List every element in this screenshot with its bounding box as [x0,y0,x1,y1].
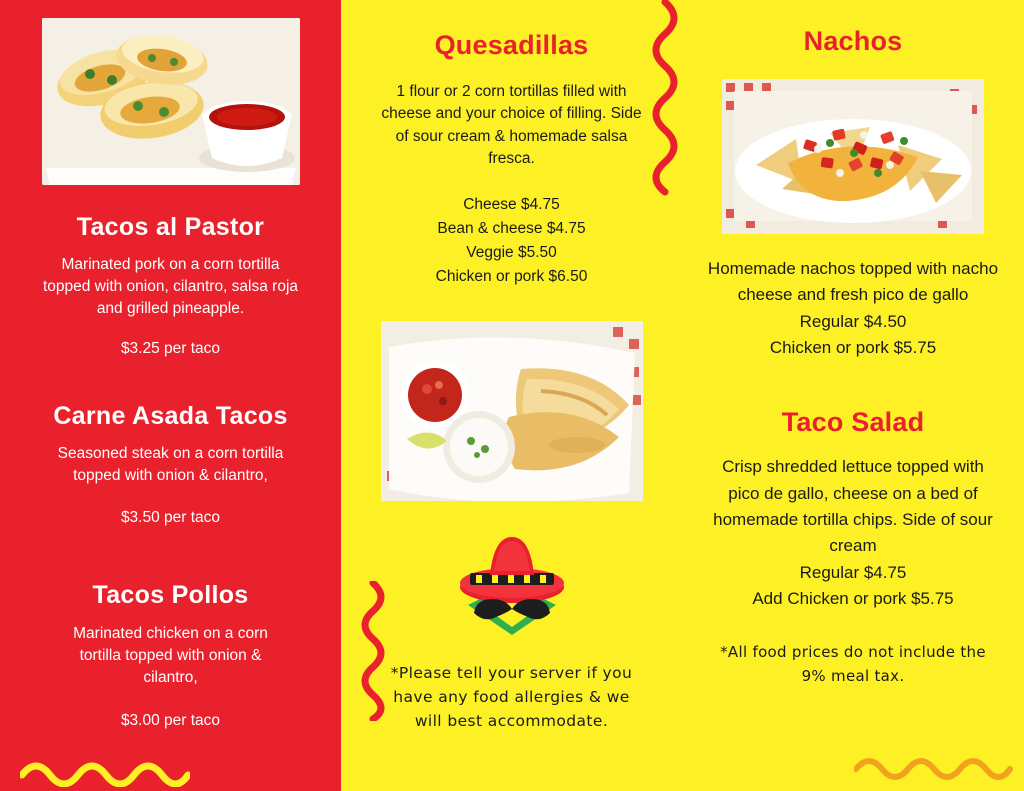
dish-price: $3.25 per taco [120,340,221,357]
quesadillas-column [341,0,682,791]
section-heading-quesadillas: Quesadillas [434,30,589,60]
dish-description: Marinated pork on a corn tortilla topped with onion, cilantro, salsa roja and grilled pineapple. [42,256,299,317]
squiggle-decoration [20,753,190,787]
sombrero-icon-art [452,531,572,643]
section-heading-nachos: Nachos [803,26,903,56]
dish-price: $3.50 per taco [120,509,221,526]
sombrero-mustache-icon [452,531,572,643]
tacos-photo-art [42,18,300,185]
quesadillas-description: 1 flour or 2 corn tortillas filled with cheese and your choice of filling. Side of sour cream & homemade salsa fresca. [381,83,642,168]
yellow-panel [341,0,1024,791]
nachos-price-meat: Chicken or pork $5.75 [769,338,937,358]
dish-price: $3.00 per taco [120,712,221,729]
taco-salad-description: Crisp shredded lettuce topped with pico de gallo, cheese on a bed of homemade tortilla chips. Side of sour cream [713,457,993,556]
tax-note: *All food prices do not include the 9% meal tax. [720,643,986,686]
nachos-description: Homemade nachos topped with nacho cheese and fresh pico de gallo [707,259,999,305]
squiggle-decoration [854,751,1014,781]
nachos-salad-column [682,0,1024,791]
menu-item-carne-asada-tacos [20,402,321,527]
dish-description: Seasoned steak on a corn tortilla topped with onion & cilantro, [57,445,284,484]
dish-title: Tacos al Pastor [76,213,265,241]
tacos-panel [0,0,341,791]
menu-item-tacos-al-pastor [20,213,321,358]
allergy-note: *Please tell your server if you have any food allergies & we will best accommodate. [390,663,633,730]
dish-description: Marinated chicken on a corn tortilla topped with onion & cilantro, [73,625,268,686]
quesadilla-photo [381,321,643,501]
price-row: Chicken or pork $6.50 [435,267,588,285]
price-row: Bean & cheese $4.75 [437,219,586,237]
section-heading-taco-salad: Taco Salad [781,407,925,438]
dish-title: Carne Asada Tacos [53,402,288,430]
nachos-photo [722,79,984,234]
nachos-photo-art [722,79,984,234]
taco-salad-price-regular: Regular $4.75 [799,562,907,582]
tacos-al-pastor-photo [42,18,300,185]
dish-title: Tacos Pollos [92,581,249,609]
quesadillas-price-list [355,193,668,289]
nachos-price-regular: Regular $4.50 [799,311,907,331]
taco-salad-price-meat: Add Chicken or pork $5.75 [752,589,954,609]
price-row: Veggie $5.50 [466,243,557,261]
menu-item-tacos-pollos [20,581,321,730]
price-row: Cheese $4.75 [463,195,560,213]
quesadilla-photo-art [381,321,643,501]
